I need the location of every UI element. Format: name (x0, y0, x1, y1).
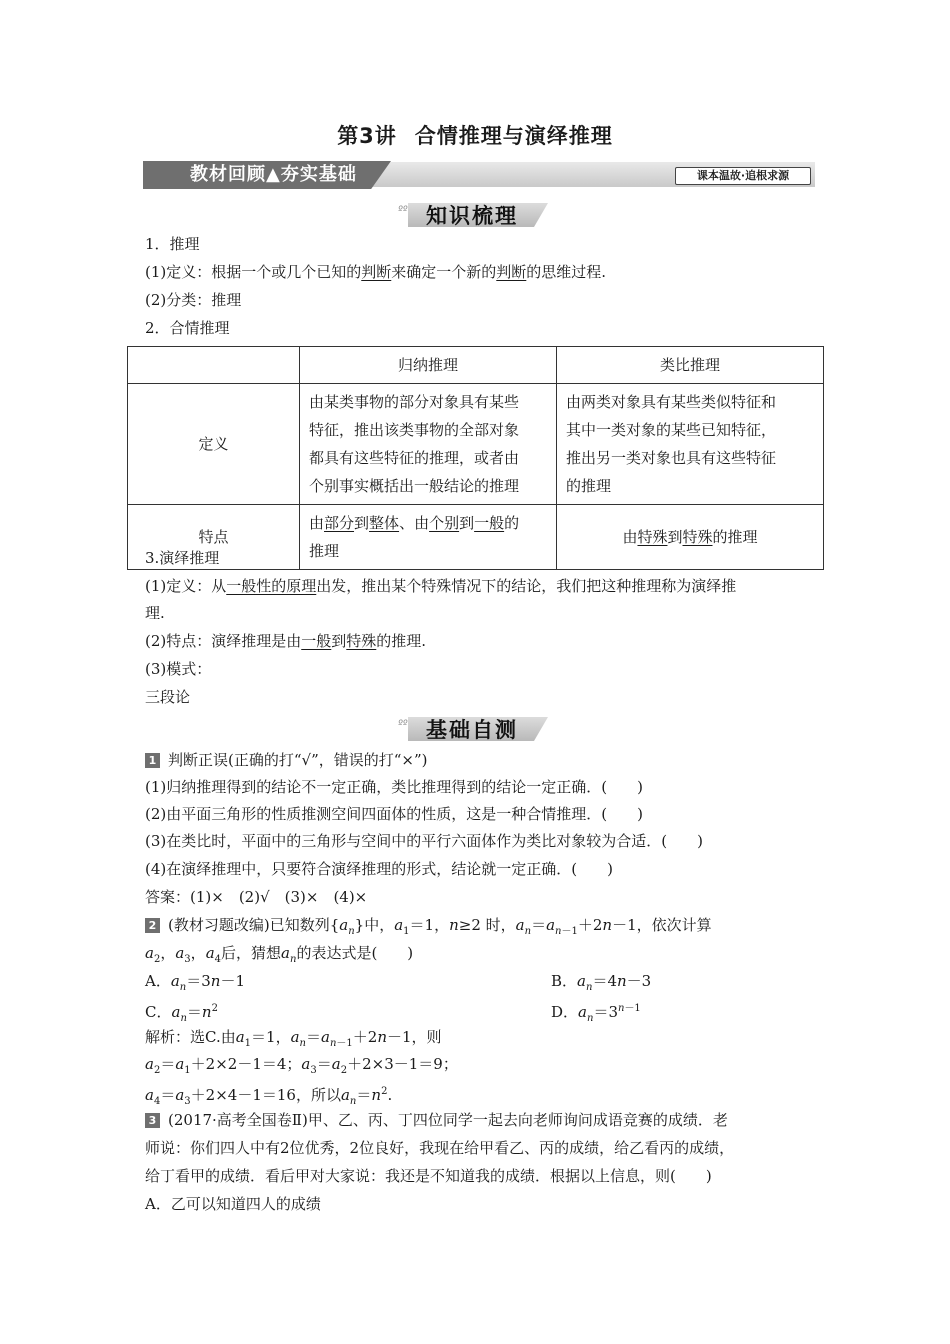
heading-reasoning: 1．推理 (145, 235, 200, 253)
table-header-induction: 归纳推理 (300, 347, 557, 384)
heading-plausible: 2．合情推理 (145, 319, 230, 337)
section-banner-tag: 课本温故·追根求源 (675, 167, 811, 185)
question-1: 1 判断正误(正确的打“√”，错误的打“×”) (145, 750, 428, 770)
deductive-definition-cont: 理. (145, 604, 165, 622)
q3-option-a[interactable]: A．乙可以知道四人的成绩 (145, 1195, 321, 1213)
selftest-heading: ºº 基础自测 (398, 713, 553, 743)
q2-option-d[interactable]: D．$a_n=3^{n-1}$ (551, 1003, 641, 1024)
question-number-badge: 3 (145, 1113, 160, 1128)
question-2: 2 (教材习题改编)已知数列$\{a_n\}$中，$a_1=1$，n≥2 时，$a_n=a_{n-1}+2n-1$，依次计算 (145, 915, 712, 942)
table-row (128, 505, 824, 570)
comparison-table (127, 346, 824, 570)
table-cell-analogy-definition: 由两类对象具有某些类似特征和 其中一类对象的某些已知特征， 推出另一类对象也具有这些特征 的推理 (557, 384, 824, 505)
q2-solution: 解析：选C.由$a_1=1$，$a_n=a_{n-1}+2n-1$，则 (145, 1028, 442, 1049)
deductive-mode: (3)模式： (145, 660, 212, 678)
q2-option-c[interactable]: C．$a_n=n^2$ (145, 1003, 218, 1024)
section-banner-title: 教材回顾▲夯实基础 (190, 164, 357, 185)
table-row (128, 347, 824, 384)
lesson-topic: 合情推理与演绎推理 (414, 124, 613, 148)
q1-item: (4)在演绎推理中，只要符合演绎推理的形式，结论就一定正确．( ) (145, 860, 613, 878)
q2-solution-line: $a_2=a_1+2\times 2-1=4$；$a_3=a_2+2\times 3-1=9$； (145, 1055, 458, 1076)
q3-line: 给丁看甲的成绩．看后甲对大家说：我还是不知道我的成绩．根据以上信息，则( ) (145, 1167, 712, 1185)
q2-line2: $a_2$，$a_3$，$a_4$后，猜想$a_n$的表达式是( ) (145, 944, 414, 965)
question-number-badge: 1 (145, 753, 160, 768)
syllogism: 三段论 (145, 688, 191, 706)
heading-deductive: 3.演绎推理 (145, 549, 220, 567)
heading-deco-icon: ºº (398, 719, 408, 730)
table-row (128, 384, 824, 505)
classification-line: (2)分类：推理 (145, 291, 242, 309)
definition-line: (1)定义：根据一个或几个已知的判断来确定一个新的判断的思维过程. (145, 263, 607, 281)
q1-item: (3)在类比时，平面中的三角形与空间中的平行六面体作为类比对象较为合适．( ) (145, 832, 703, 850)
table-cell-induction-definition: 由某类事物的部分对象具有某些 特征，推出该类事物的全部对象 都具有这些特征的推理，或者由 个别事实概括出一般结论的推理 (300, 384, 557, 505)
question-number-badge: 2 (145, 918, 160, 933)
q2-option-b[interactable]: B．$a_n=4n-3$ (551, 972, 652, 993)
deductive-feature: (2)特点：演绎推理是由一般到特殊的推理. (145, 632, 427, 650)
lesson-number: 第3讲 (337, 124, 397, 148)
q1-answer: 答案：(1)× (2)√ (3)× (4)× (145, 888, 368, 906)
q3-line: 师说：你们四人中有2位优秀，2位良好，我现在给甲看乙、丙的成绩，给乙看丙的成绩， (145, 1139, 735, 1157)
q2-option-a[interactable]: A．$a_n=3n-1$ (145, 972, 246, 993)
table-cell-analogy-feature: 由特殊到特殊的推理 (557, 505, 824, 570)
page-title (0, 120, 950, 150)
table-header-analogy: 类比推理 (557, 347, 824, 384)
q1-item: (2)由平面三角形的性质推测空间四面体的性质，这是一种合情推理．( ) (145, 805, 643, 823)
question-3: 3 (2017·高考全国卷Ⅱ)甲、乙、丙、丁四位同学一起去向老师询问成语竞赛的成绩．老 (145, 1110, 728, 1130)
deductive-definition: (1)定义：从一般性的原理出发，推出某个特殊情况下的结论，我们把这种推理称为演绎推 (145, 577, 737, 595)
q1-item: (1)归纳推理得到的结论不一定正确，类比推理得到的结论一定正确．( ) (145, 778, 643, 796)
q2-solution-line: $a_4=a_3+2\times 4-1=16$，所以$a_n=n^2$. (145, 1086, 393, 1107)
heading-deco-icon: ºº (398, 205, 408, 216)
table-row-head-feature: 特点 (128, 505, 300, 570)
table-cell-induction-feature: 由部分到整体、由个别到一般的 推理 (300, 505, 557, 570)
knowledge-heading: ºº 知识梳理 (398, 199, 553, 229)
table-row-head-definition: 定义 (128, 384, 300, 505)
